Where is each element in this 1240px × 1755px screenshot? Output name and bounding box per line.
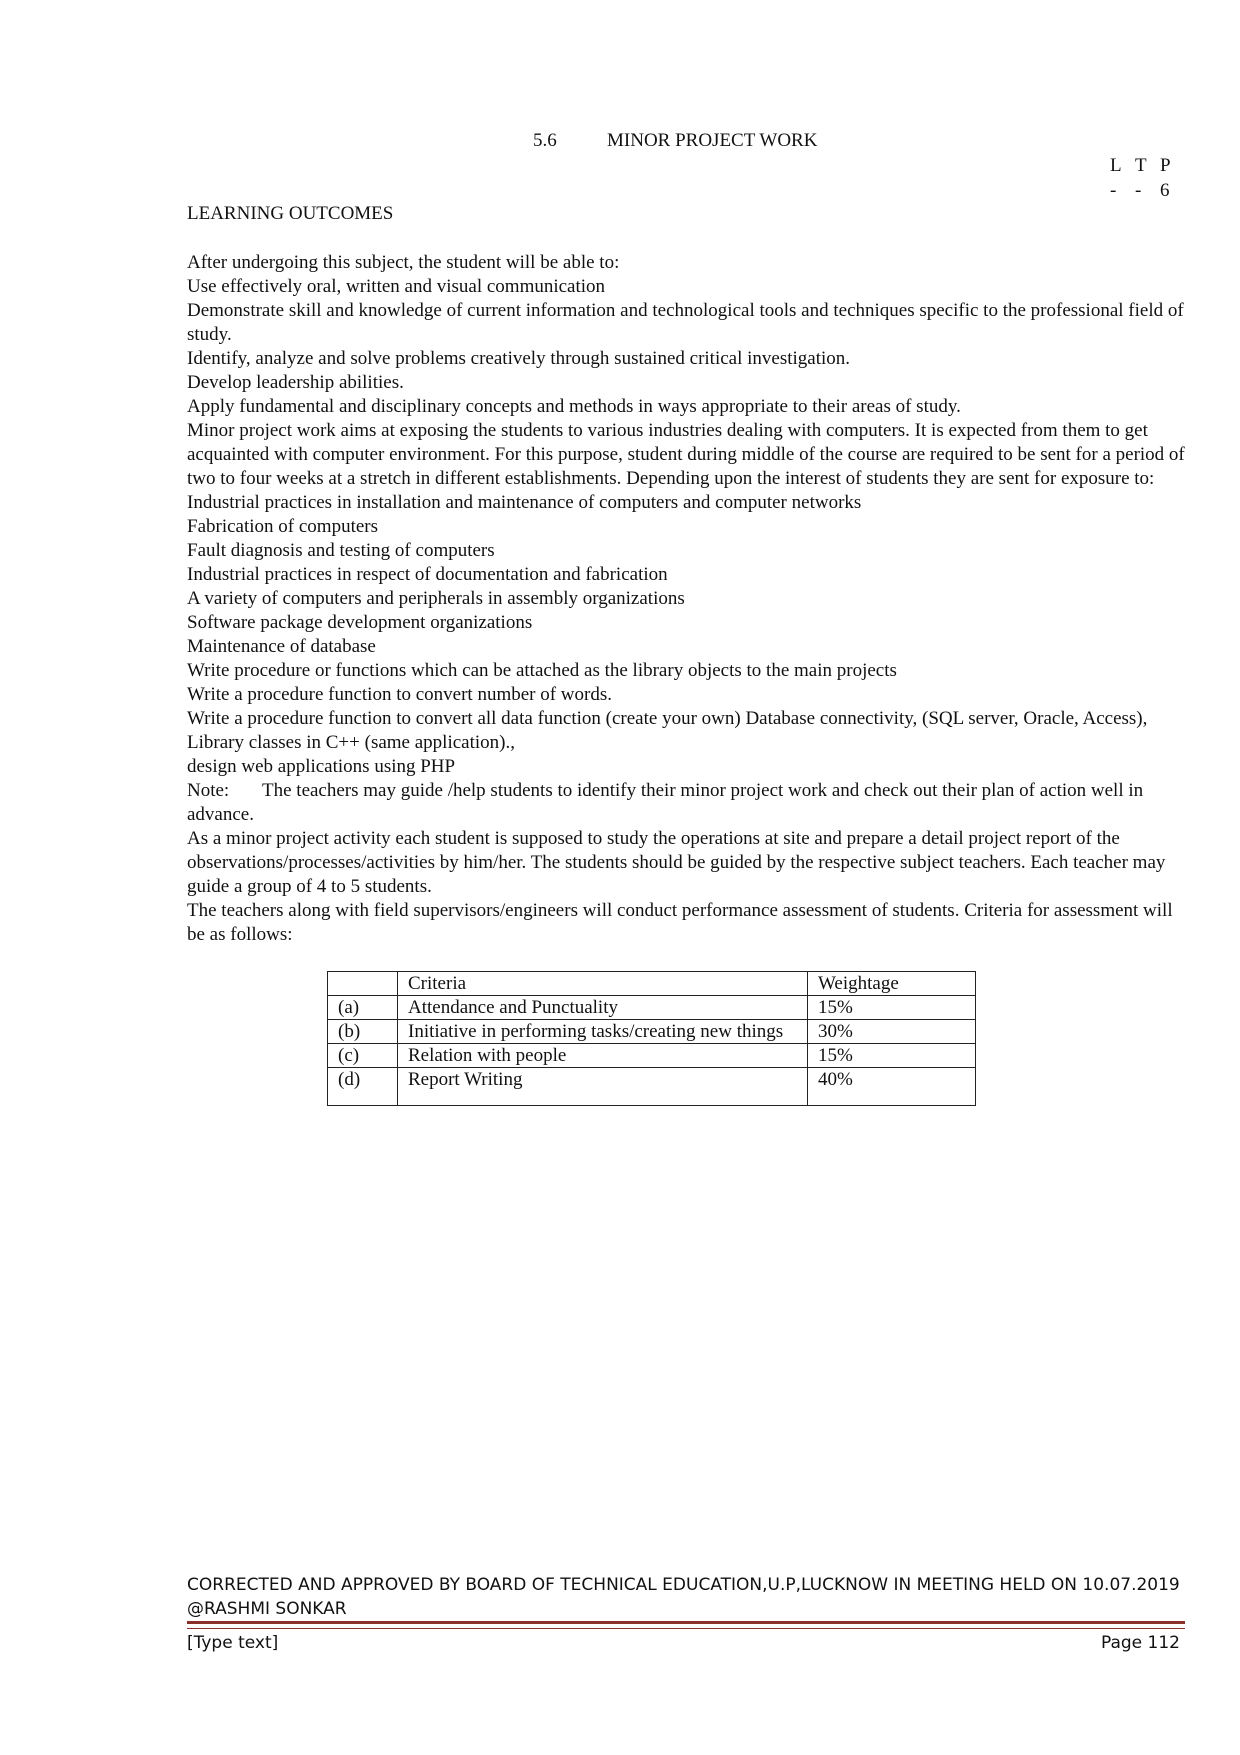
table-row	[328, 996, 976, 1020]
assessment-paragraph: The teachers along with field supervisors/engineers will conduct performance assessment of students. Criteria for assessment will be as follows:	[187, 900, 1173, 945]
outcome-item: Identify, analyze and solve problems creatively through sustained critical investigation.	[187, 348, 851, 369]
ltp-p-value: 6	[1160, 180, 1170, 201]
table-cell: (c)	[328, 1044, 398, 1068]
outcome-item: Demonstrate skill and knowledge of current information and technological tools and techniques specific to the professional field of study.	[187, 300, 1184, 345]
table-cell: (d)	[328, 1068, 398, 1106]
activity-paragraph: As a minor project activity each student is supposed to study the operations at site and prepare a detail project report of the observations/processes/activities by him/her. The students should be guided by the respective subject teachers. Each teacher may guide a group of 4 to 5 students.	[187, 828, 1166, 897]
ltp-value-row	[1110, 178, 1185, 203]
note-text: The teachers may guide /help students to identify their minor project work and check out their plan of action well in advance.	[187, 780, 1144, 825]
ltp-t-value: -	[1135, 180, 1142, 201]
section-number: 5.6	[533, 130, 557, 151]
table-header-cell: Weightage	[808, 972, 976, 996]
exposure-item: Maintenance of database	[187, 636, 376, 657]
footer-divider	[187, 1621, 1185, 1629]
outcome-item: Develop leadership abilities.	[187, 372, 404, 393]
ltp-l-label: L	[1110, 155, 1122, 176]
exposure-item: Industrial practices in installation and maintenance of computers and computer networks	[187, 492, 862, 513]
table-cell: Report Writing	[398, 1068, 808, 1106]
note-label: Note:	[187, 780, 230, 801]
ltp-p-label: P	[1160, 155, 1171, 176]
exposure-item: Industrial practices in respect of documentation and fabrication	[187, 564, 668, 585]
table-row	[328, 1068, 976, 1106]
table-row	[328, 1044, 976, 1068]
assessment-table	[327, 971, 976, 1106]
exposure-item: design web applications using PHP	[187, 756, 456, 777]
table-cell: (b)	[328, 1020, 398, 1044]
exposure-item: Write a procedure function to convert number of words.	[187, 684, 613, 705]
table-cell: 30%	[808, 1020, 976, 1044]
footer-approval-text: CORRECTED AND APPROVED BY BOARD OF TECHNICAL EDUCATION,U.P,LUCKNOW IN MEETING HELD ON 10.07.2019 @RASHMI SONKAR	[187, 1575, 1180, 1619]
table-cell: Attendance and Punctuality	[398, 996, 808, 1020]
body-text	[187, 251, 1187, 947]
table-cell: 15%	[808, 1044, 976, 1068]
table-cell: (a)	[328, 996, 398, 1020]
exposure-item: Write a procedure function to convert all data function (create your own) Database connectivity, (SQL server, Oracle, Access), Library classes in C++ (same application).,	[187, 708, 1148, 753]
table-header-cell: Criteria	[398, 972, 808, 996]
ltp-block	[1110, 153, 1185, 203]
table-cell: Initiative in performing tasks/creating new things	[398, 1020, 808, 1044]
exposure-item: Write procedure or functions which can be attached as the library objects to the main projects	[187, 660, 897, 681]
exposure-item: A variety of computers and peripherals in assembly organizations	[187, 588, 685, 609]
exposure-item: Fault diagnosis and testing of computers	[187, 540, 495, 561]
description-paragraph: Minor project work aims at exposing the students to various industries dealing with computers. It is expected from them to get acquainted with computer environment. For this purpose, student during middle of the course are required to be sent for a period of two to four weeks at a stretch in different establishments. Depending upon the interest of students they are sent for exposure to:	[187, 420, 1185, 489]
ltp-l-value: -	[1110, 180, 1117, 201]
ltp-t-label: T	[1135, 155, 1147, 176]
table-header-cell	[328, 972, 398, 996]
table-cell: 15%	[808, 996, 976, 1020]
table-cell: 40%	[808, 1068, 976, 1106]
intro-line: After undergoing this subject, the student will be able to:	[187, 252, 620, 273]
exposure-item: Software package development organizations	[187, 612, 533, 633]
outcome-item: Apply fundamental and disciplinary concepts and methods in ways appropriate to their areas of study.	[187, 396, 961, 417]
table-header-row	[328, 972, 976, 996]
exposure-item: Fabrication of computers	[187, 516, 379, 537]
note-paragraph	[187, 779, 1187, 827]
outcome-item: Use effectively oral, written and visual communication	[187, 276, 606, 297]
section-heading	[533, 130, 817, 152]
footer-left-text: [Type text]	[187, 1633, 279, 1653]
table-row	[328, 1020, 976, 1044]
table-cell: Relation with people	[398, 1044, 808, 1068]
page-number: Page 112	[1100, 1633, 1180, 1653]
ltp-header-row	[1110, 153, 1185, 178]
section-title: MINOR PROJECT WORK	[607, 130, 818, 151]
learning-outcomes-title: LEARNING OUTCOMES	[187, 203, 394, 224]
